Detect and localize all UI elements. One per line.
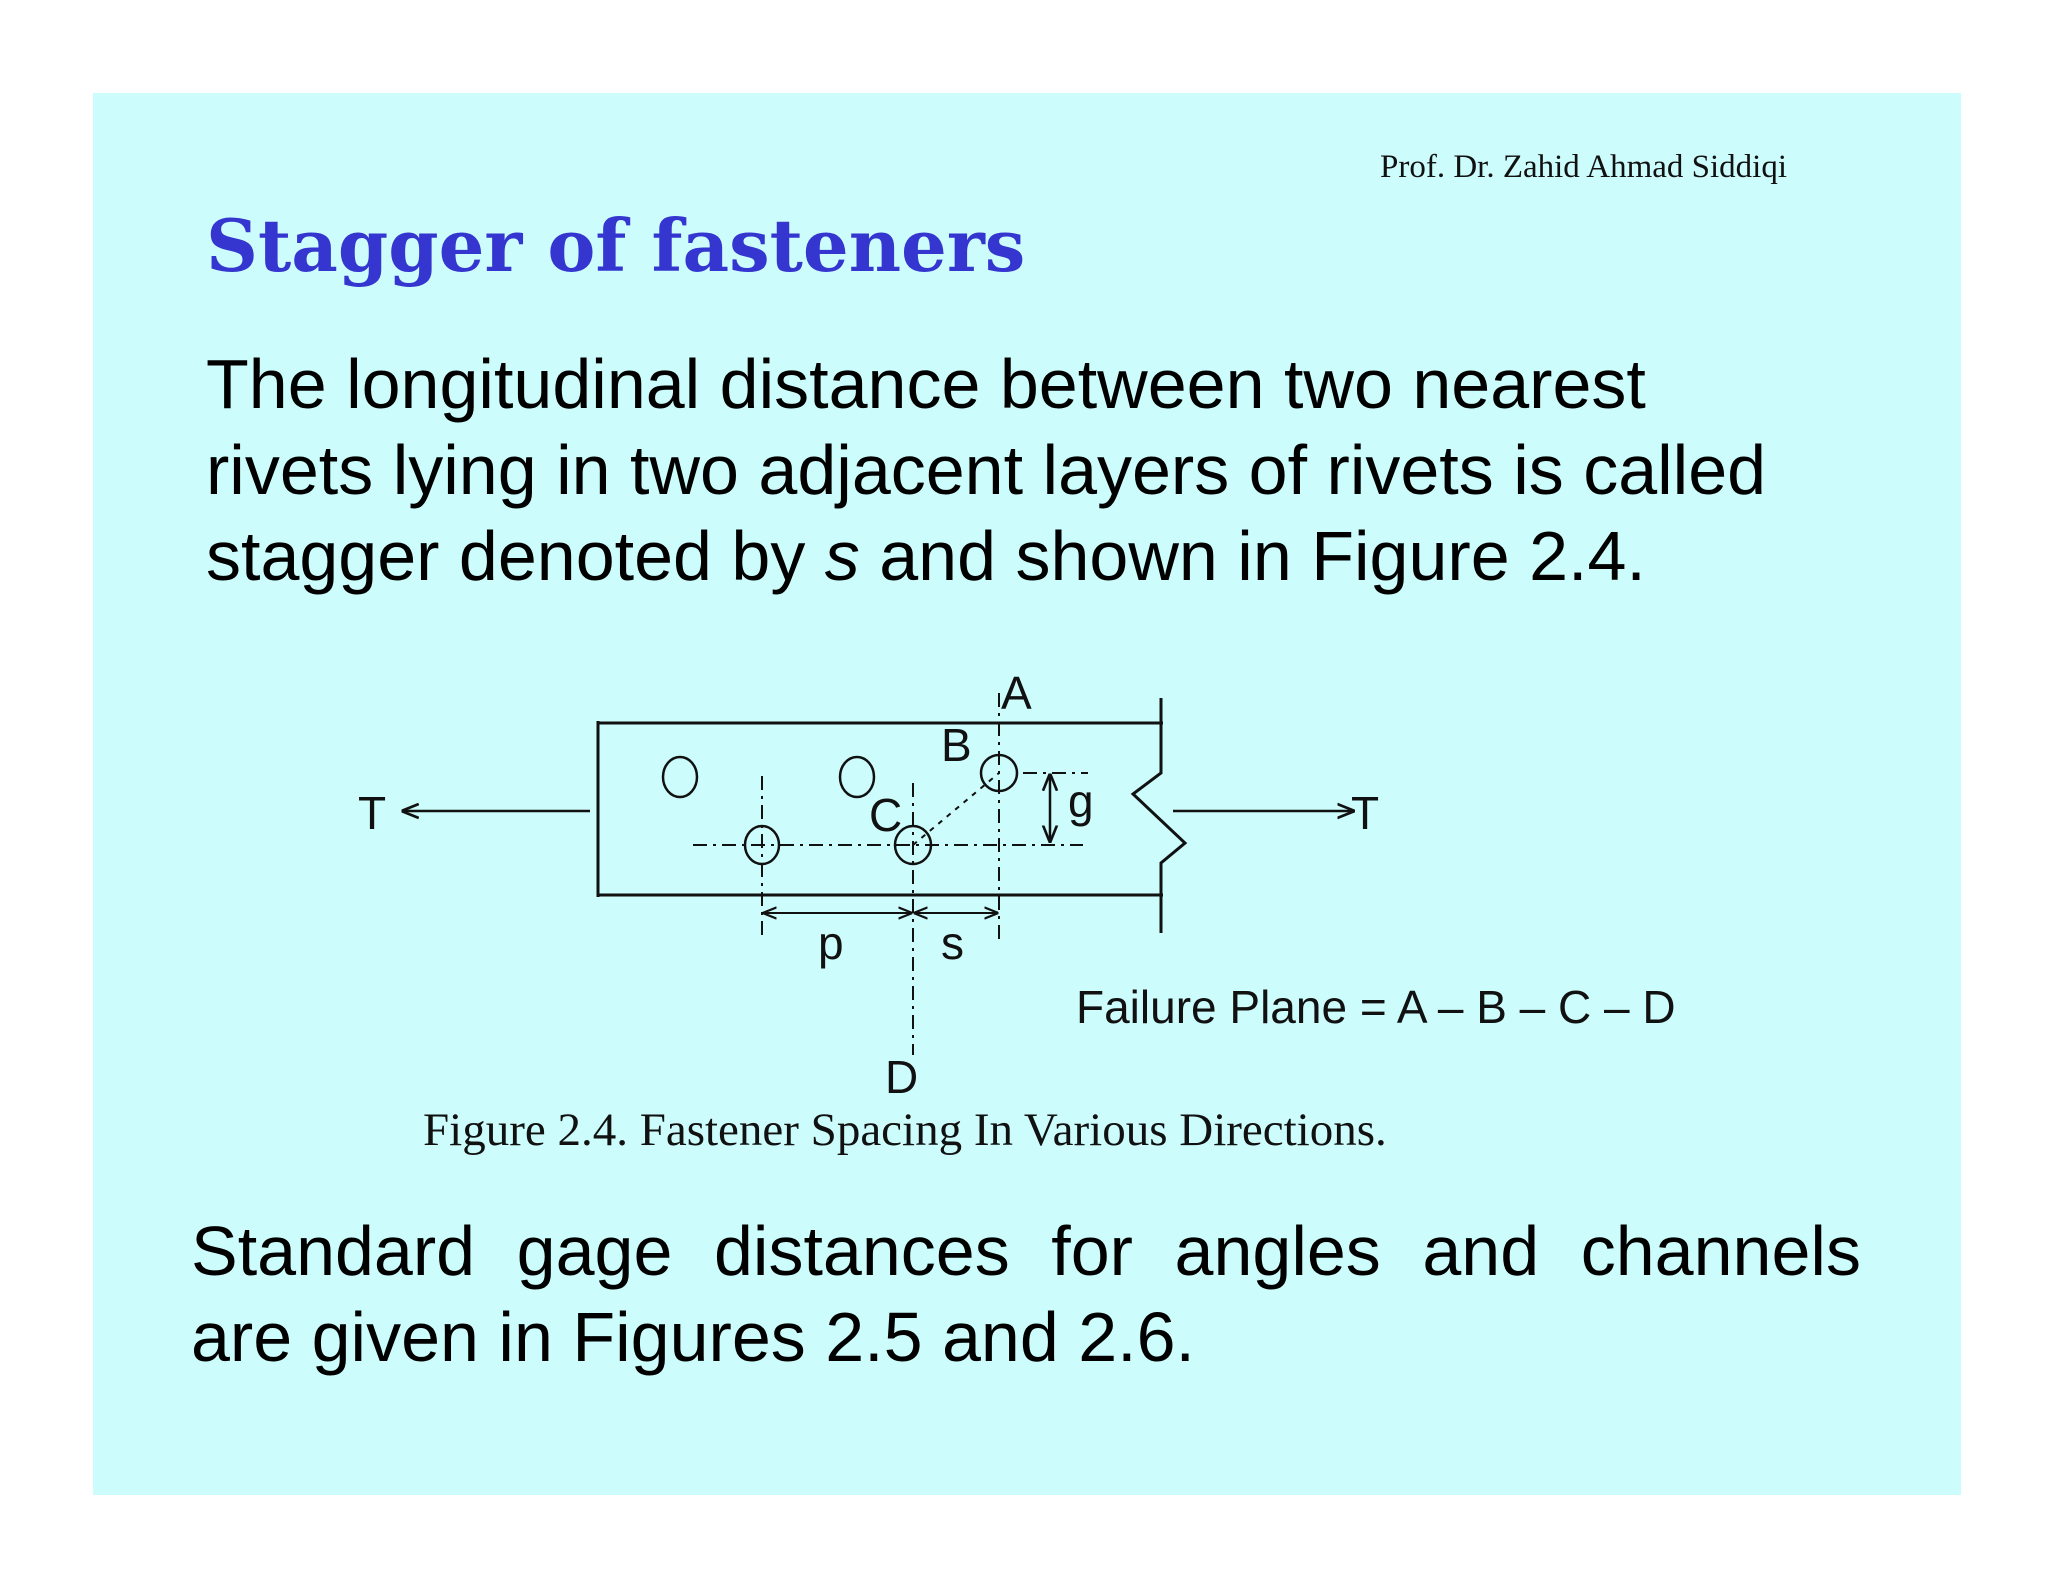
author-name: Prof. Dr. Zahid Ahmad Siddiqi — [1380, 149, 1787, 185]
paragraph-line: are given in Figures 2.5 and 2.6. — [191, 1298, 1195, 1376]
paragraph-line: rivets lying in two adjacent layers of rivets is called — [206, 431, 1767, 509]
point-label-c: C — [869, 789, 903, 841]
figure-caption: Figure 2.4. Fastener Spacing In Various Directions. — [423, 1104, 1387, 1156]
tension-label-left: T — [358, 787, 387, 839]
slide — [93, 93, 1961, 1495]
failure-plane-label: Failure Plane = A – B – C – D — [1076, 981, 1676, 1033]
pitch-label: p — [818, 917, 844, 969]
word: distances — [713, 1212, 1010, 1290]
slide-title: Stagger of fasteners — [206, 203, 1026, 288]
word: Standard — [191, 1212, 476, 1290]
justified-line — [191, 1208, 1861, 1294]
point-label-b: B — [941, 719, 972, 771]
word: gage — [516, 1212, 673, 1290]
word: for — [1051, 1212, 1133, 1290]
gage-label: g — [1068, 775, 1094, 827]
word: and — [1422, 1212, 1540, 1290]
paragraph-text: stagger denoted by — [206, 517, 825, 595]
word: angles — [1174, 1212, 1381, 1290]
rivet-hole — [663, 757, 697, 797]
paragraph-text: and shown in Figure 2.4. — [859, 517, 1646, 595]
gage-paragraph — [191, 1208, 1861, 1380]
stagger-symbol: s — [824, 517, 860, 595]
paragraph-line: The longitudinal distance between two nearest — [206, 345, 1646, 423]
tension-label-right: T — [1351, 787, 1380, 839]
stagger-label: s — [941, 917, 964, 969]
point-label-a: A — [1001, 667, 1032, 719]
word: channels — [1580, 1212, 1861, 1290]
point-label-d: D — [885, 1051, 919, 1103]
